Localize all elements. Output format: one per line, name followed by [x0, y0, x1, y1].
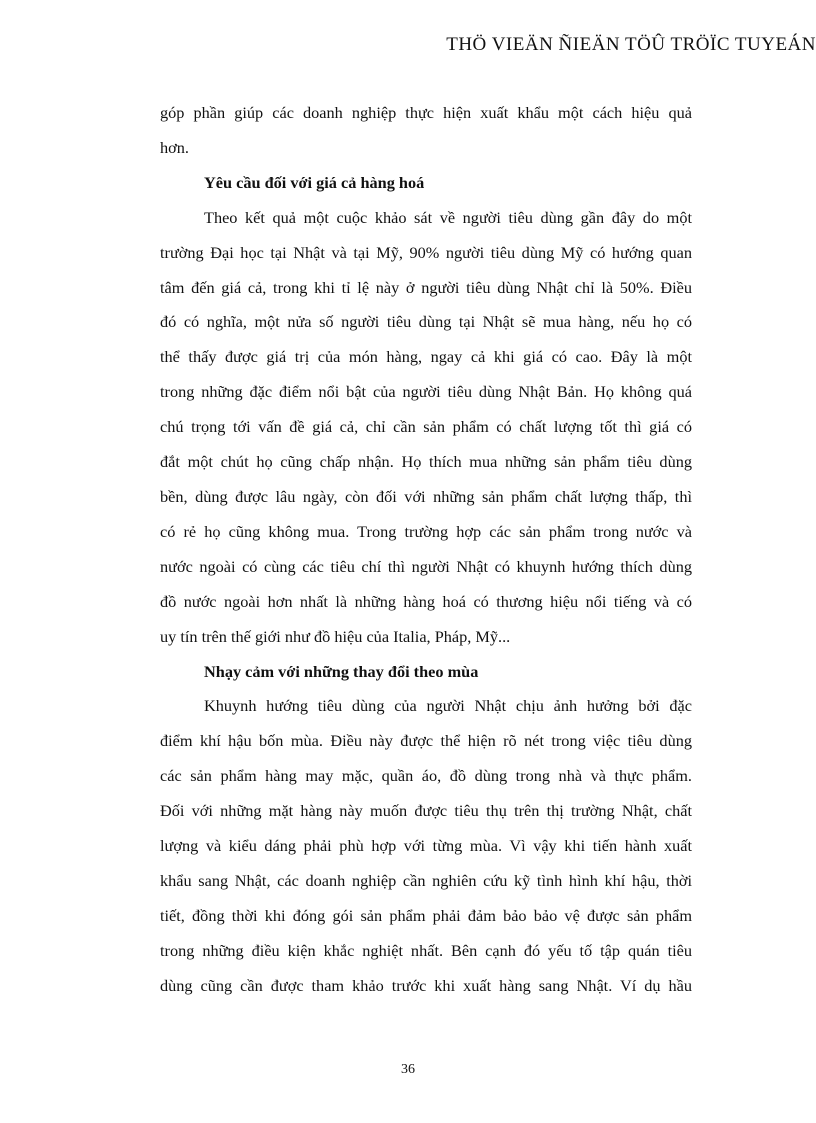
section-heading-price: Yêu cầu đối với giá cả hàng hoá [204, 172, 425, 192]
page-header: THÖ VIEÄN ÑIEÄN TÖÛ TRÖÏC TUYEÁN [446, 34, 816, 55]
body-line: dùng cũng cần được tham khảo trước khi xuất hàng sang Nhật. Ví dụ hầu [160, 975, 692, 995]
body-line: bền, dùng được lâu ngày, còn đối với những sản phẩm chất lượng thấp, thì [160, 486, 692, 506]
body-line: uy tín trên thế giới như đồ hiệu của Italia, Pháp, Mỹ... [160, 626, 511, 646]
document-body [160, 96, 692, 1004]
body-line: có rẻ họ cũng không mua. Trong trường hợp các sản phẩm trong nước và [160, 521, 692, 541]
body-line: Khuynh hướng tiêu dùng của người Nhật chịu ảnh hưởng bởi đặc [204, 696, 692, 716]
body-line: lượng và kiểu dáng phải phù hợp với từng mùa. Vì vậy khi tiến hành xuất [160, 836, 692, 856]
body-line: trường Đại học tại Nhật và tại Mỹ, 90% người tiêu dùng Mỹ có hướng quan [160, 242, 692, 262]
body-line: hơn. [160, 137, 189, 157]
body-line: Đối với những mặt hàng này muốn được tiêu thụ trên thị trường Nhật, chất [160, 801, 692, 821]
body-line: đồ nước ngoài hơn nhất là những hàng hoá có thương hiệu nổi tiếng và có [160, 591, 692, 611]
body-line: góp phần giúp các doanh nghiệp thực hiện xuất khẩu một cách hiệu quả [160, 103, 692, 122]
body-line: đắt một chút họ cũng chấp nhận. Họ thích mua những sản phẩm tiêu dùng [160, 452, 692, 472]
body-line: các sản phẩm hàng may mặc, quần áo, đồ dùng trong nhà và thực phẩm. [160, 766, 692, 786]
body-line: khẩu sang Nhật, các doanh nghiệp cần nghiên cứu kỹ tình hình khí hậu, thời [160, 870, 692, 890]
body-line: Theo kết quả một cuộc khảo sát về người tiêu dùng gần đây do một [204, 207, 692, 227]
body-line: trong những điều kiện khắc nghiệt nhất. Bên cạnh đó yếu tố tập quán tiêu [160, 940, 692, 960]
body-line: tâm đến giá cả, trong khi tỉ lệ này ở người tiêu dùng Nhật chỉ là 50%. Điều [160, 277, 692, 297]
body-line: tiết, đồng thời khi đóng gói sản phẩm phải đảm bảo bảo vệ được sản phẩm [160, 905, 692, 925]
section-heading-seasonal: Nhạy cảm với những thay đổi theo mùa [204, 661, 479, 681]
body-line: nước ngoài có cùng các tiêu chí thì người Nhật có khuynh hướng thích dùng [160, 556, 692, 576]
body-line: trong những đặc điểm nổi bật của người tiêu dùng Nhật Bản. Họ không quá [160, 382, 692, 402]
body-line: điểm khí hậu bốn mùa. Điều này được thể hiện rõ nét trong việc tiêu dùng [160, 731, 692, 751]
body-line: thể thấy được giá trị của món hàng, ngay cả khi giá có cao. Đây là một [160, 347, 692, 367]
body-line: đó có nghĩa, một nửa số người tiêu dùng tại Nhật sẽ mua hàng, nếu họ có [160, 312, 692, 332]
page-number: 36 [401, 1062, 415, 1077]
body-line: chú trọng tới vấn đề giá cả, chỉ cần sản phẩm có chất lượng tốt thì giá có [160, 417, 692, 437]
